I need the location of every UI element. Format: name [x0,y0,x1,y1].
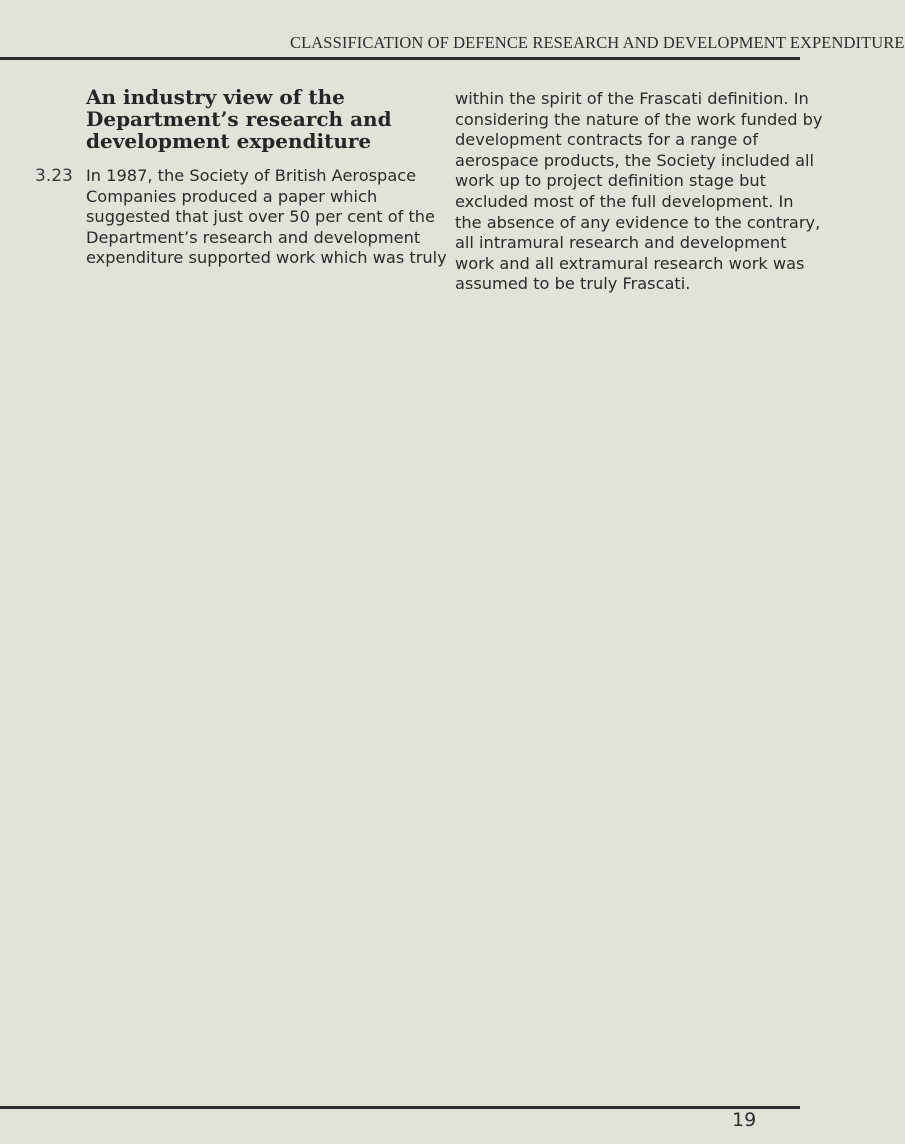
paragraph-number: 3.23 [35,166,73,186]
text-line: suggested that just over 50 per cent of the [86,207,436,227]
paragraph-left-column [86,166,447,269]
text-line: considering the nature of the work funded by [455,109,823,129]
paragraph-right-column [455,89,823,295]
text-line: all intramural research and development [455,233,787,253]
running-head: CLASSIFICATION OF DEFENCE RESEARCH AND DEVELOPMENT EXPENDITURE [290,33,905,52]
text-line: aerospace products, the Society included all [455,150,815,170]
text-line: development contracts for a range of [455,130,759,150]
text-line: expenditure supported work which was truly [86,248,447,268]
text-line: Companies produced a paper which [86,186,378,206]
heading-line: development expenditure [86,129,372,153]
text-line: excluded most of the full development. In [455,191,794,211]
page-number: 19 [732,1109,757,1131]
section-heading [86,86,406,152]
heading-line: Department’s research and [86,107,392,131]
footer-rule [0,1106,800,1109]
text-line: work up to project definition stage but [455,171,767,191]
text-line: the absence of any evidence to the contrary, [455,212,821,232]
text-line: In 1987, the Society of British Aerospace [86,166,417,185]
header-rule [0,57,800,60]
text-line: within the spirit of the Frascati definition. In [455,89,809,108]
heading-line: An industry view of the [86,85,345,109]
text-line: work and all extramural research work was [455,253,805,273]
text-line: assumed to be truly Frascati. [455,274,691,294]
text-line: Department’s research and development [86,227,421,247]
